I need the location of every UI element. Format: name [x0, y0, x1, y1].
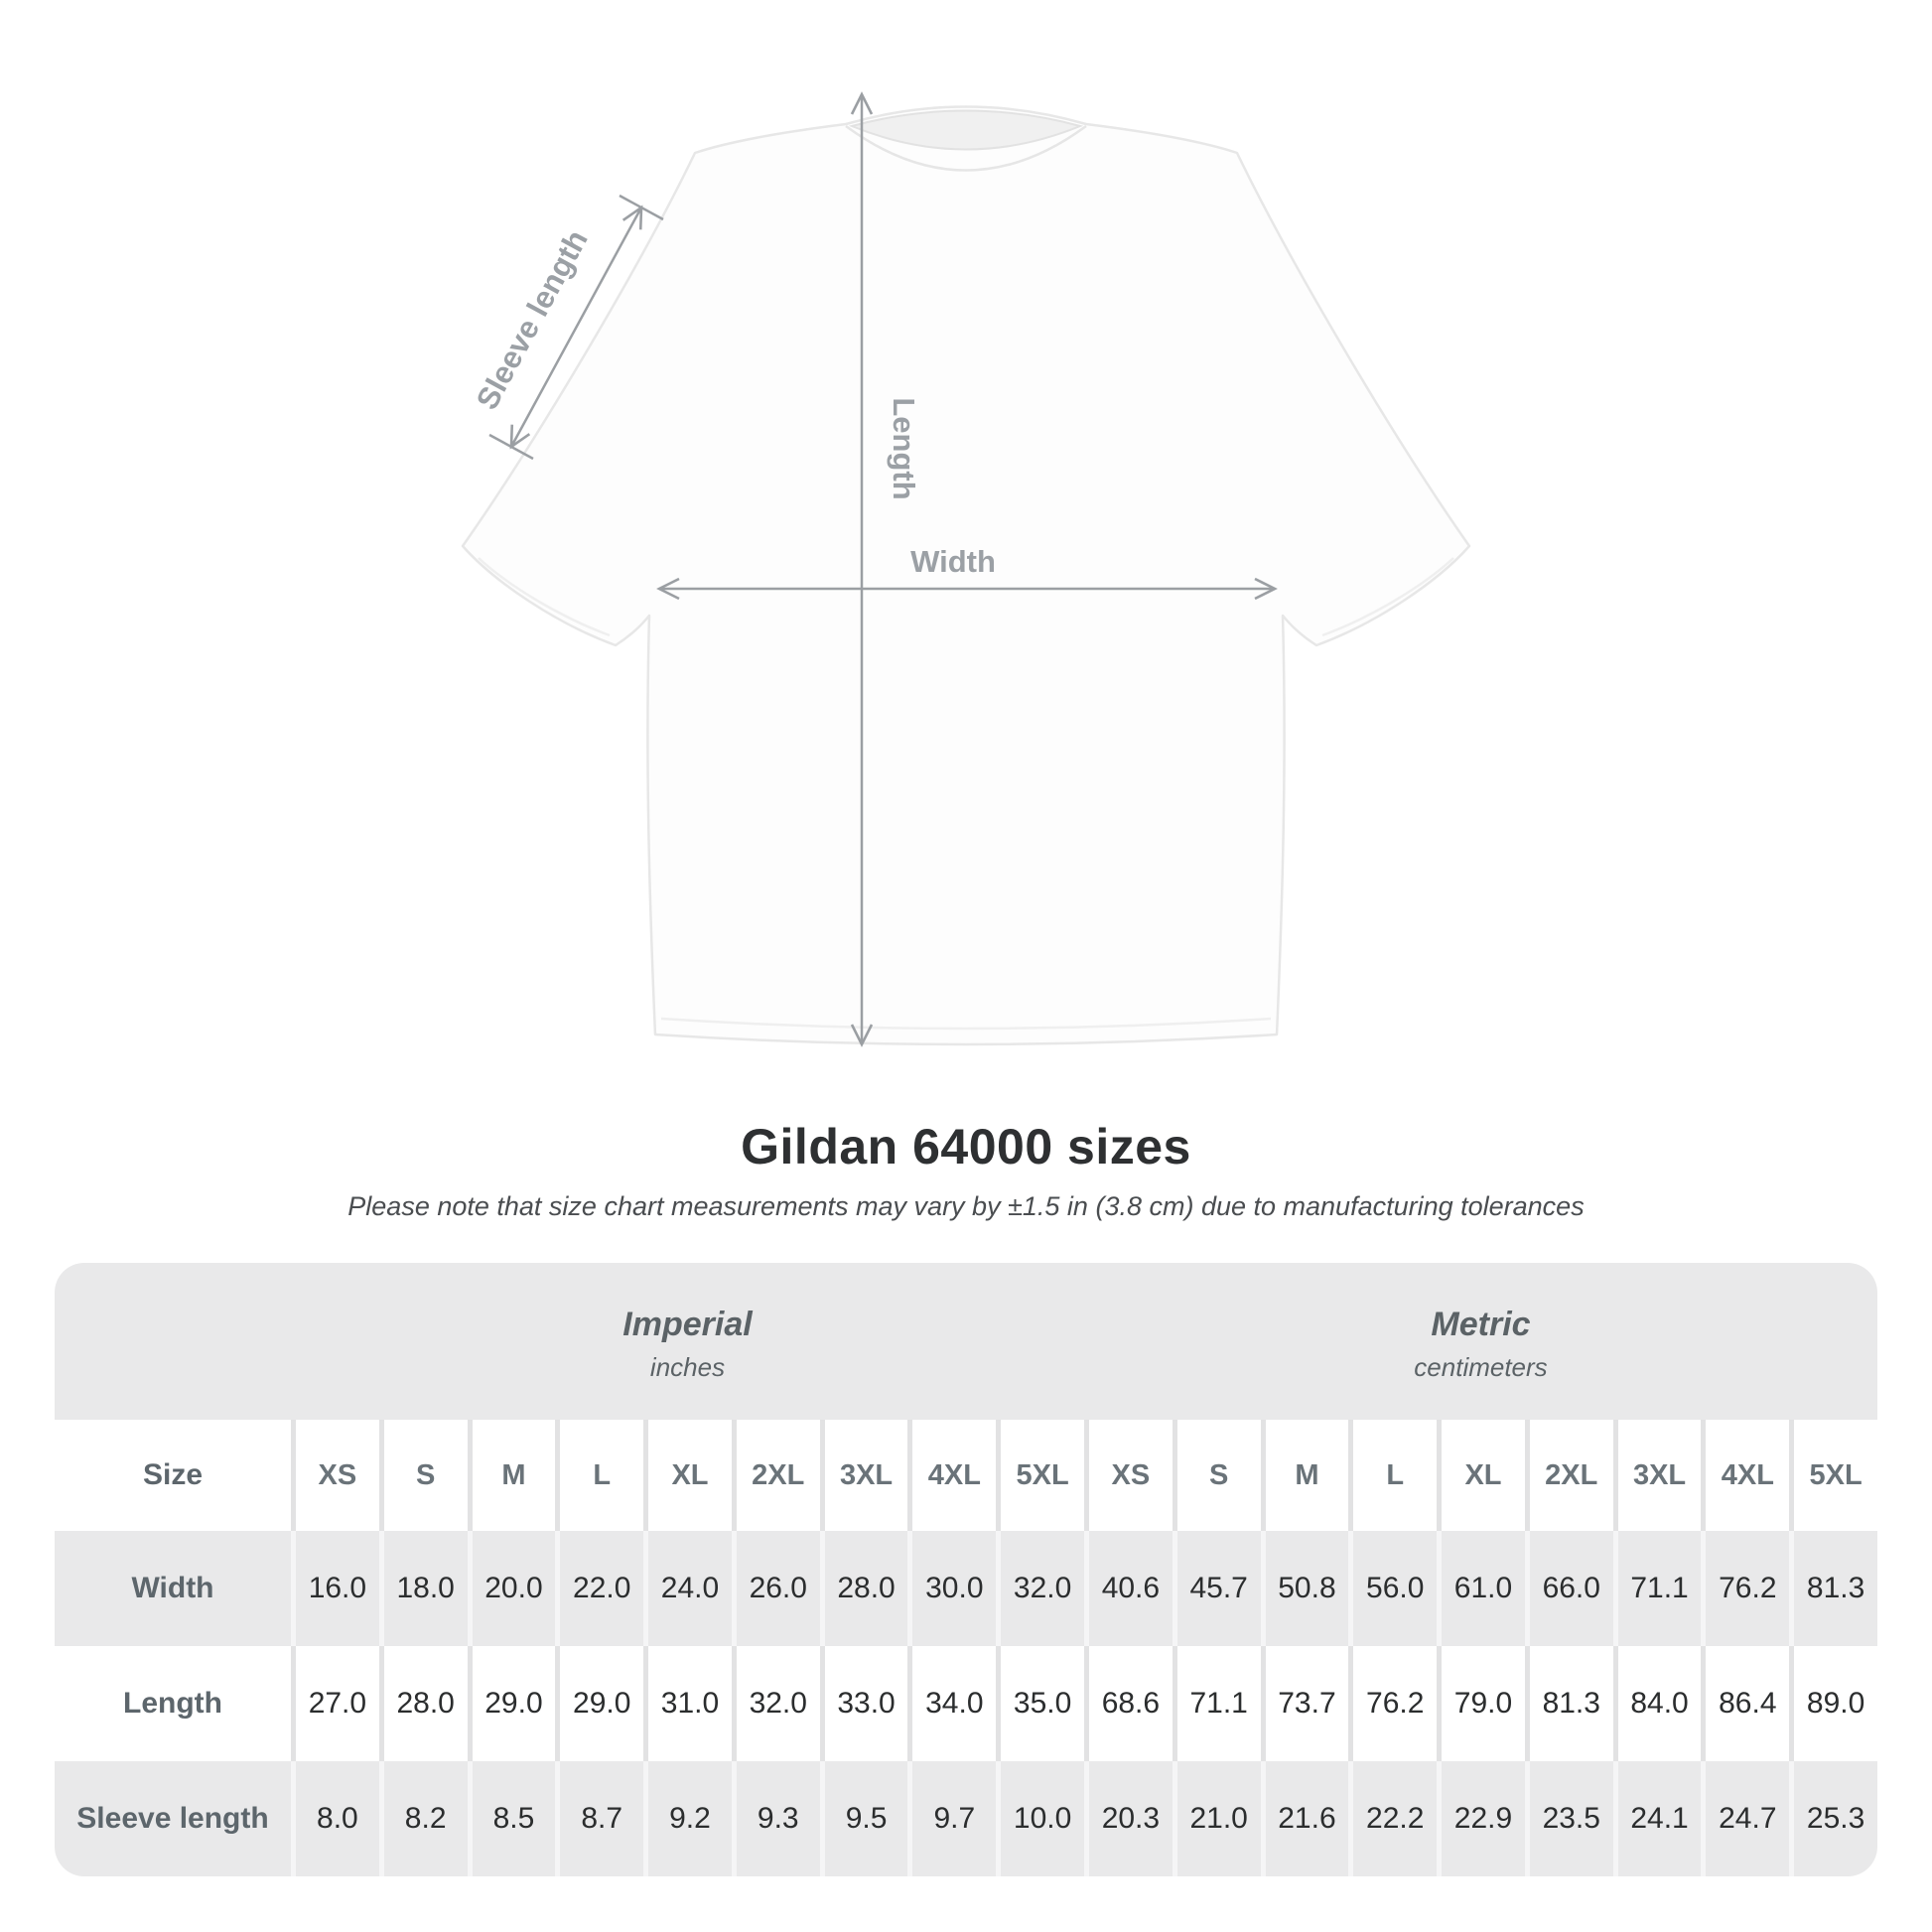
size-header-cell-imperial: 5XL — [996, 1420, 1084, 1531]
value-cell-metric: 71.1 — [1173, 1646, 1261, 1761]
value-cell-metric: 45.7 — [1173, 1531, 1261, 1646]
size-column-header: Size — [142, 1458, 204, 1491]
size-header-cell-imperial: XS — [291, 1420, 379, 1531]
value-cell-metric: 76.2 — [1348, 1646, 1437, 1761]
size-header-cell-metric: S — [1173, 1420, 1261, 1531]
size-header-cell-metric: 4XL — [1701, 1420, 1789, 1531]
value-cell-imperial: 29.0 — [555, 1646, 643, 1761]
value-cell-imperial: 9.7 — [907, 1761, 996, 1876]
metric-group-label: Metric — [1431, 1306, 1531, 1343]
size-header-cell-metric: 3XL — [1613, 1420, 1702, 1531]
size-header-cell-imperial: XL — [643, 1420, 732, 1531]
page-title: Gildan 64000 sizes — [741, 1119, 1191, 1174]
value-cell-imperial: 22.0 — [555, 1531, 643, 1646]
size-header-cell-imperial: 3XL — [820, 1420, 908, 1531]
measure-row-1 — [55, 1646, 1877, 1761]
value-cell-metric: 24.7 — [1701, 1761, 1789, 1876]
value-cell-metric: 79.0 — [1437, 1646, 1525, 1761]
size-header-cell-imperial: 2XL — [732, 1420, 820, 1531]
value-cell-metric: 20.3 — [1084, 1761, 1173, 1876]
size-header-cell-metric: M — [1261, 1420, 1349, 1531]
value-cell-imperial: 26.0 — [732, 1531, 820, 1646]
value-cell-metric: 21.6 — [1261, 1761, 1349, 1876]
value-cell-imperial: 32.0 — [996, 1531, 1084, 1646]
size-header-cell-metric: L — [1348, 1420, 1437, 1531]
value-cell-metric: 22.9 — [1437, 1761, 1525, 1876]
page-subtitle: Please note that size chart measurements may vary by ±1.5 in (3.8 cm) due to manufacturing tolerances — [347, 1191, 1585, 1221]
value-cell-imperial: 16.0 — [291, 1531, 379, 1646]
value-cell-imperial: 24.0 — [643, 1531, 732, 1646]
imperial-group-header — [291, 1263, 1084, 1420]
value-cell-metric: 66.0 — [1525, 1531, 1613, 1646]
value-cell-imperial: 28.0 — [820, 1531, 908, 1646]
value-cell-metric: 56.0 — [1348, 1531, 1437, 1646]
value-cell-imperial: 34.0 — [907, 1646, 996, 1761]
unit-header-spacer — [55, 1263, 291, 1420]
value-cell-metric: 24.1 — [1613, 1761, 1702, 1876]
row-label-length: Length — [123, 1687, 222, 1720]
value-cell-metric: 81.3 — [1525, 1646, 1613, 1761]
value-cell-imperial: 9.2 — [643, 1761, 732, 1876]
size-header-cell-imperial: M — [468, 1420, 556, 1531]
row-label-width: Width — [131, 1572, 214, 1604]
value-cell-metric: 68.6 — [1084, 1646, 1173, 1761]
sleeve-dimension-tick-top — [620, 196, 663, 219]
value-cell-imperial: 32.0 — [732, 1646, 820, 1761]
value-cell-metric: 71.1 — [1613, 1531, 1702, 1646]
value-cell-imperial: 8.0 — [291, 1761, 379, 1876]
value-cell-metric: 23.5 — [1525, 1761, 1613, 1876]
metric-group-unit: centimeters — [1414, 1352, 1548, 1382]
value-cell-metric: 22.2 — [1348, 1761, 1437, 1876]
length-label: Length — [887, 397, 921, 500]
sleeve-dimension-tick-bottom — [489, 435, 533, 459]
size-header-cell-metric: 5XL — [1789, 1420, 1877, 1531]
value-cell-imperial: 9.5 — [820, 1761, 908, 1876]
size-header-cell-imperial: L — [555, 1420, 643, 1531]
value-cell-imperial: 8.7 — [555, 1761, 643, 1876]
value-cell-metric: 76.2 — [1701, 1531, 1789, 1646]
value-cell-metric: 86.4 — [1701, 1646, 1789, 1761]
size-header-cell-metric: XS — [1084, 1420, 1173, 1531]
measure-row-2 — [55, 1761, 1877, 1876]
value-cell-metric: 25.3 — [1789, 1761, 1877, 1876]
size-header-row — [55, 1420, 1877, 1531]
size-header-cell-imperial: 4XL — [907, 1420, 996, 1531]
value-cell-metric: 21.0 — [1173, 1761, 1261, 1876]
value-cell-imperial: 9.3 — [732, 1761, 820, 1876]
value-cell-metric: 40.6 — [1084, 1531, 1173, 1646]
value-cell-imperial: 28.0 — [379, 1646, 468, 1761]
value-cell-imperial: 8.2 — [379, 1761, 468, 1876]
imperial-group-unit: inches — [649, 1352, 726, 1382]
value-cell-metric: 81.3 — [1789, 1531, 1877, 1646]
value-cell-imperial: 29.0 — [468, 1646, 556, 1761]
value-cell-metric: 61.0 — [1437, 1531, 1525, 1646]
value-cell-imperial: 31.0 — [643, 1646, 732, 1761]
size-header-cell-metric: 2XL — [1525, 1420, 1613, 1531]
value-cell-imperial: 10.0 — [996, 1761, 1084, 1876]
value-cell-metric: 73.7 — [1261, 1646, 1349, 1761]
metric-group-header — [1084, 1263, 1877, 1420]
value-cell-imperial: 8.5 — [468, 1761, 556, 1876]
value-cell-imperial: 35.0 — [996, 1646, 1084, 1761]
value-cell-metric: 84.0 — [1613, 1646, 1702, 1761]
value-cell-imperial: 27.0 — [291, 1646, 379, 1761]
sleeve-length-label: Sleeve length — [469, 223, 595, 416]
size-table — [55, 1263, 1877, 1876]
row-label-sleeve-length: Sleeve length — [76, 1802, 269, 1835]
value-cell-metric: 89.0 — [1789, 1646, 1877, 1761]
value-cell-metric: 50.8 — [1261, 1531, 1349, 1646]
size-header-cell-imperial: S — [379, 1420, 468, 1531]
size-header-cell-metric: XL — [1437, 1420, 1525, 1531]
value-cell-imperial: 33.0 — [820, 1646, 908, 1761]
measure-row-0 — [55, 1531, 1877, 1646]
value-cell-imperial: 20.0 — [468, 1531, 556, 1646]
value-cell-imperial: 30.0 — [907, 1531, 996, 1646]
value-cell-imperial: 18.0 — [379, 1531, 468, 1646]
width-label: Width — [910, 544, 996, 579]
unit-header-row — [55, 1263, 1877, 1420]
imperial-group-label: Imperial — [622, 1306, 753, 1343]
